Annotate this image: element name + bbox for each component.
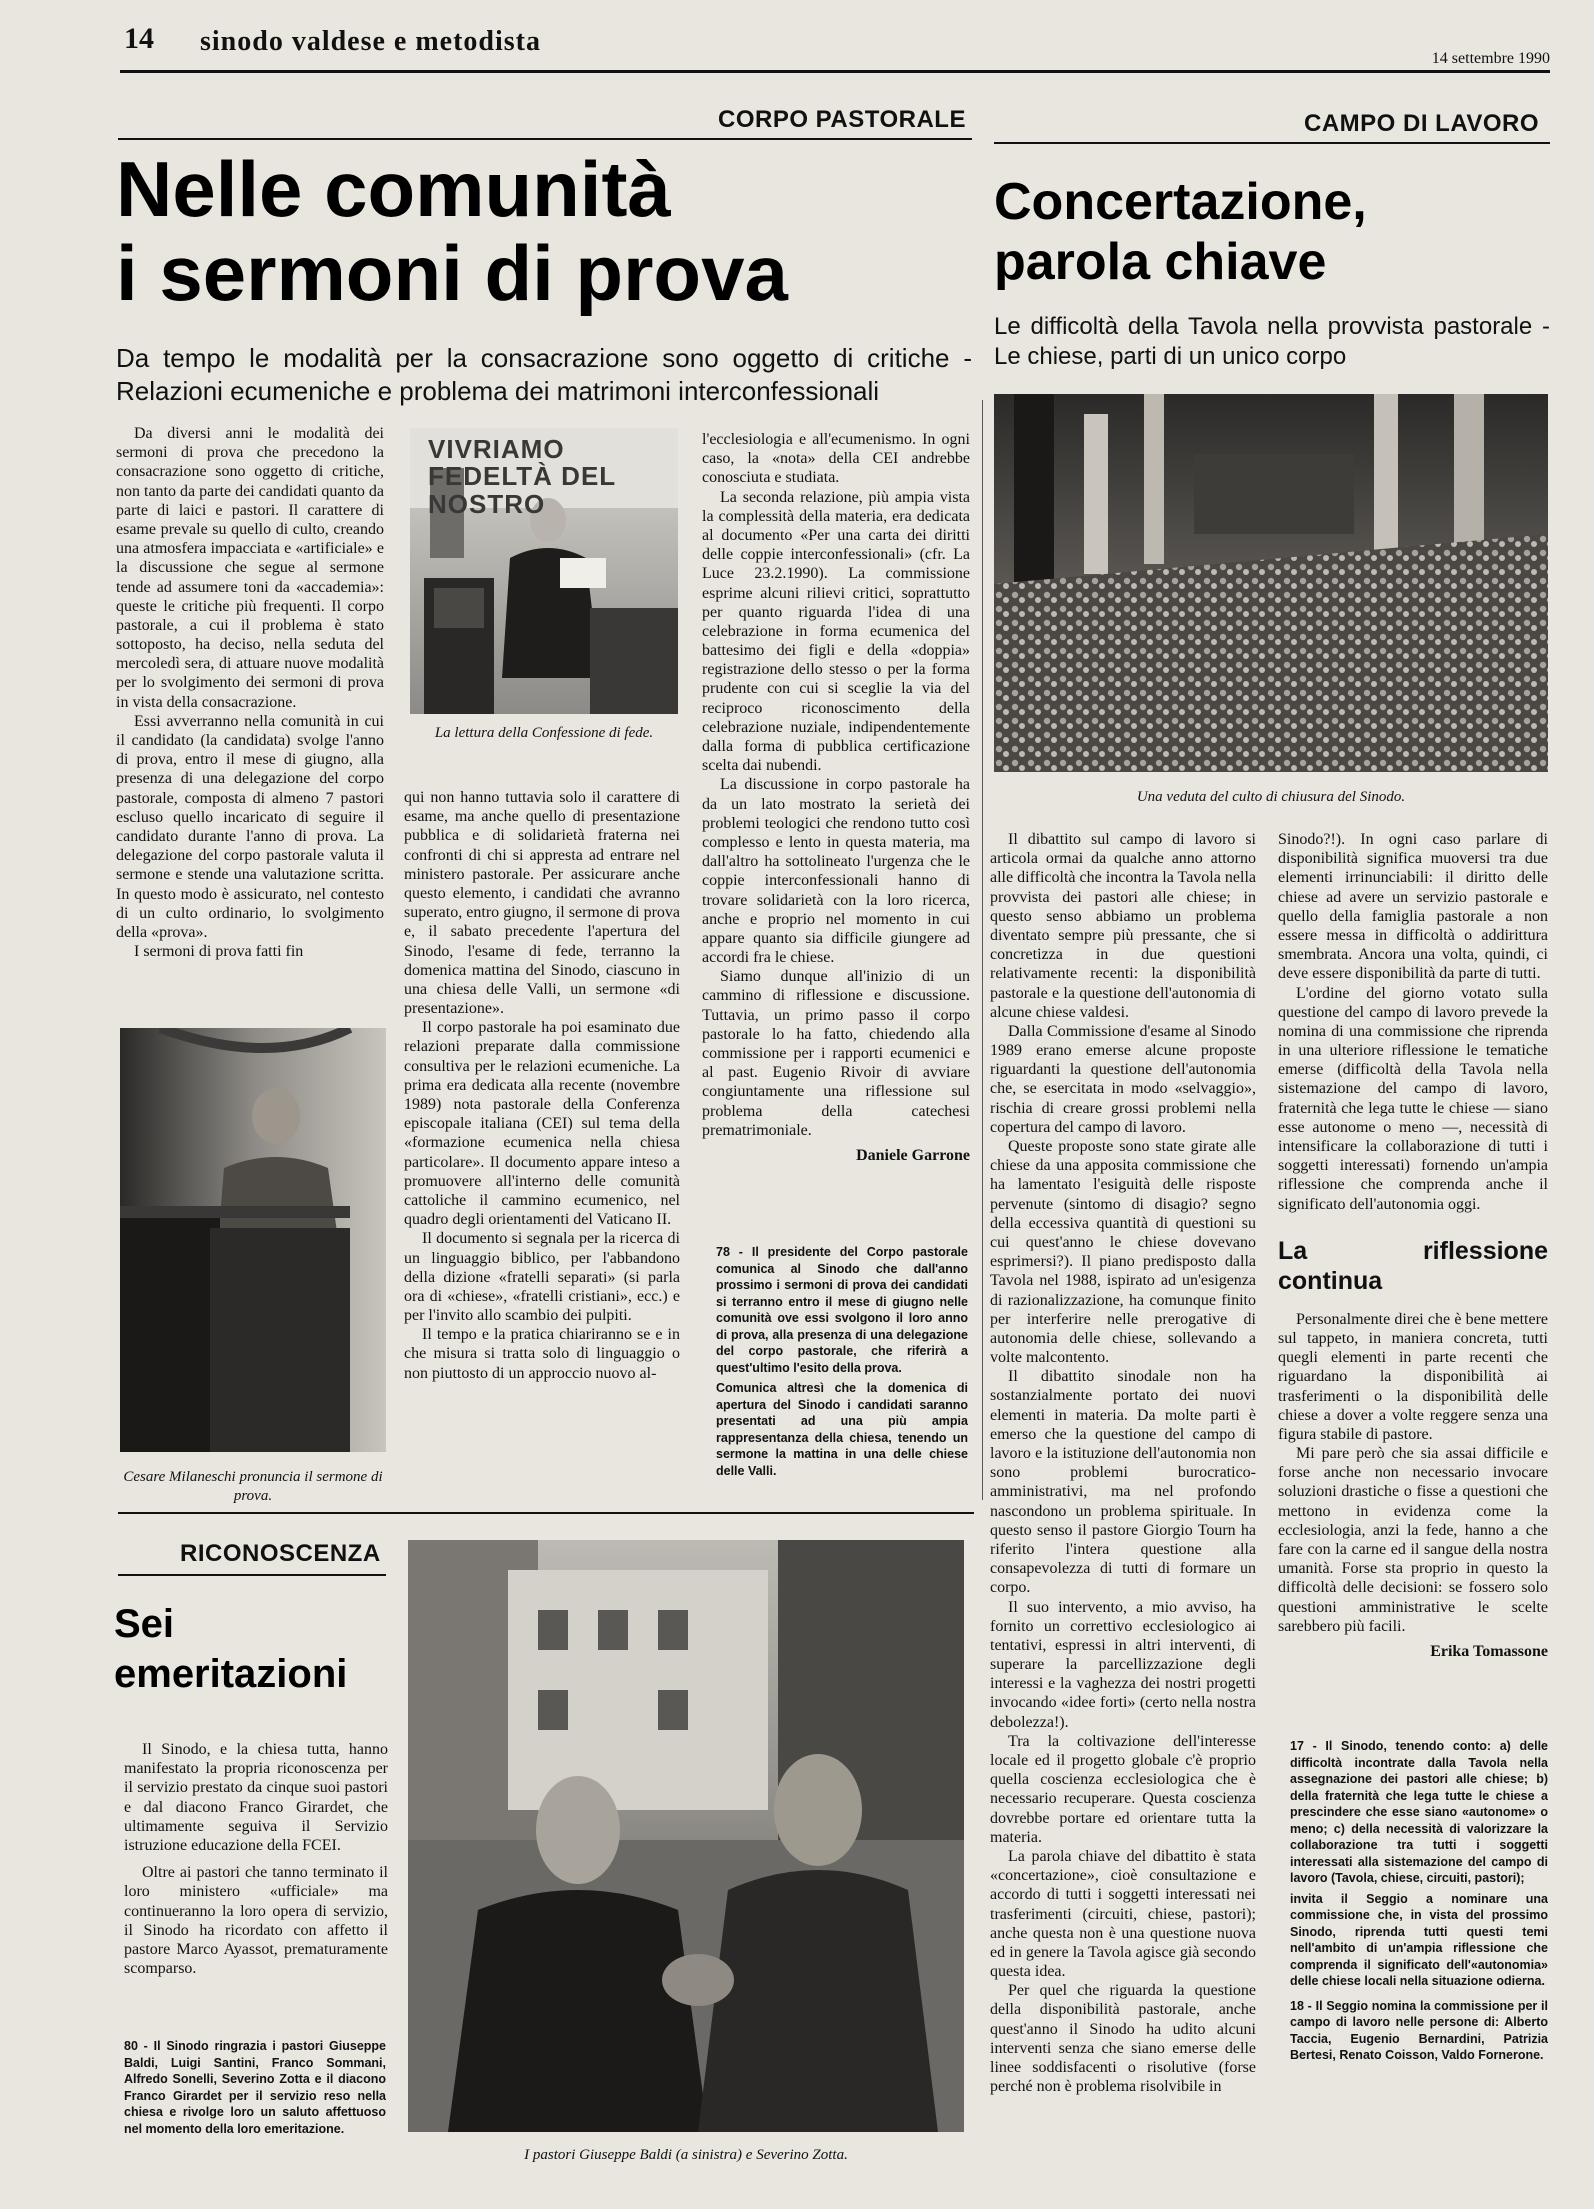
note-80 (124, 2038, 386, 2158)
article2-col1-p6: Tra la coltivazione dell'interesse locale ed il progetto globale c'è proprio quella coscienza ecclesiologica che è necessario recuperare. Questa coscienza dovrebbe portare ed orientare tutta la materia. (990, 1732, 1256, 1846)
article2-col1-p7: La parola chiave del dibattito è stata «concertazione», cioè consultazione e accordo di tutti i soggetti interessati nei trasferimenti (circuiti, chiese, pastori); anche questa non è una questione nuova ed in genere la Tavola agisce già secondo questa idea. (990, 1847, 1256, 1981)
issue-date: 14 settembre 1990 (1431, 50, 1550, 67)
article2-deck: Le difficoltà della Tavola nella provvista pastorale - Le chiese, parti di un unico corpo (994, 313, 1550, 370)
photo-confession-reading (410, 428, 678, 714)
article1-col1-p3: I sermoni di prova fatti fin (134, 943, 304, 961)
riconoscenza-rule-top (118, 1512, 974, 1514)
section-rule-left (118, 138, 972, 140)
note-80-p1: 80 - Il Sinodo ringrazia i pastori Giuseppe Baldi, Luigi Santini, Franco Sommani, Alfredo Sonelli, Severino Zotta e il diacono Franco Girardet per il servizio reso nella chiesa e rivolge loro un saluto affettuoso nel momento della loro emeritazione. (124, 2039, 386, 2136)
photo-baldi-zotta (408, 1540, 964, 2132)
article1-col2-p4: Il tempo e la pratica chiariranno se e in che misura si tratta solo di linguaggio o non piuttosto di un approccio nuovo al- (404, 1326, 680, 1382)
article3-body (124, 1740, 388, 2032)
photo3-caption: I pastori Giuseppe Baldi (a sinistra) e Severino Zotta. (524, 2147, 848, 2163)
article1-col2 (404, 788, 680, 1500)
article2-title-line2: parola chiave (994, 233, 1327, 291)
photo4-caption: Una veduta del culto di chiusura del Sinodo. (1136, 789, 1406, 805)
article2-col1-p4: Il dibattito sinodale non ha sostanzialmente portato dei nuovi elementi in materia. Da molte parti è emerso che la questione del campo di lavoro e la istituzione dell'autonomia non sono problemi burocratico-amministrativi, ma nel profondo nascondono un problema spirituale. In questo senso il pastore Giorgio Tourn ha riferito l'intera questione alla consapevolezza di tutti di formare un corpo. (990, 1368, 1256, 1597)
column-divider (982, 400, 983, 1500)
article1-deck: Da tempo le modalità per la consacrazione sono oggetto di critiche - Relazioni ecumeniche e problema dei matrimoni interconfessionali (116, 343, 972, 406)
article2-col1-p3: Queste proposte sono state girate alle chiese da una apposita commissione che ha lamentato l'esiguità delle risposte pervenute (sintomo di disagio? segno della eccessiva quantità di questioni su cui quest'anno le chiese dovevano esprimersi?). Il piano predisposto dalla Tavola nel 1988, ispirato ad un'esigenza di razionalizzazione, ha comunque finito per interferire nelle prerogative di autonomia delle chiese, sollevando a volte malcontento. (990, 1138, 1256, 1367)
article3-p1: Il Sinodo, e la chiesa tutta, hanno manifestato la propria riconoscenza per il servizio prestato da cinque suoi pastori e dal diacono Franco Girardet, che ultimamente seguiva il Servizio istruzione educazione della FCEI. (124, 1741, 388, 1854)
article1-col3-p2: La seconda relazione, più ampia vista la complessità della materia, era dedicata al documento «Per una carta dei diritti delle coppie interconfessionali» (cfr. La Luce 23.2.1990). La commissione esprime alcuni rilievi critici, soprattutto per quanto riguarda l'idea di una celebrazione in forma ecumenica del battesimo dei figli e della «doppia» registrazione dello stesso o per la forma prudente con cui si sceglie la via del reciproco riconoscimento della celebrazione nuziale, indipendentemente dalla forma di pubblica certificazione scelta dai nubendi. (702, 488, 970, 775)
masthead-rule (120, 70, 1550, 73)
article2-col1 (990, 830, 1256, 2198)
article1-headline (116, 145, 976, 317)
photo1-banner-text: VIVRIAMO FEDELTÀ DEL NOSTRO (428, 434, 616, 519)
article1-col2-p3: Il documento si segnala per la ricerca di un linguaggio biblico, per l'abbandono della dizione «fratelli separati» (si parla ora di «chiese», «fratelli cristiani», ecc.) e per l'invito allo scambio dei pulpiti. (404, 1230, 680, 1325)
note-17-p2: invita il Seggio a nominare una commissione che, in vista del prossimo Sinodo, riprenda tutti questi temi nell'ambito di un'ampia riflessione che comprenda il significato dell'«autonomia» delle chiese locali nella situazione odierna. (1290, 1891, 1548, 1988)
article3-headline (114, 1604, 394, 1694)
article2-col2-p2: L'ordine del giorno votato sulla questione del campo di lavoro prevede la nomina di una commissione che riprenda in una ulteriore riflessione le tematiche emerse (difficoltà della Tavola nella sistemazione del campo di lavoro, fraternità che lega tutte le chiese — siano esse autonome o meno —, necessità di intensificare la collaborazione di tutti i soggetti interessati) fornendo un'ampia riflessione che comprenda anche il significato dell'autonomia oggi. (1278, 984, 1548, 1213)
section-riconoscenza: RICONOSCENZA (180, 1540, 381, 1567)
article2-author: Erika Tomassone (1430, 1642, 1548, 1660)
article3-title-line1: Sei (114, 1602, 175, 1646)
article1-col1-p2: Essi avverranno nella comunità in cui il candidato (la candidata) svolge l'anno di prova, entro il mese di giugno, alla presenza di una delegazione del corpo pastorale, composta di almeno 7 pastori escluso quello incaricato di seguire il candidato durante l'anno di prova. La delegazione del corpo pastorale valuta il sermone e stende una valutazione scritta. In questo modo è assicurato, nel contesto di un culto ordinario, lo svolgimento della «prova». (116, 712, 384, 941)
riconoscenza-rule (118, 1574, 386, 1576)
article2-col1-p5: Il suo intervento, a mio avviso, ha fornito un correttivo ecclesiologico ai tentativi, espressi in altri interventi, di superare la parcellizzazione degli interessi e la vaghezza dei nostri progetti invocando «idee forti» (certo nella nostra debolezza!). (990, 1598, 1256, 1731)
note-78-p1: 78 - Il presidente del Corpo pastorale comunica al Sinodo che dall'anno prossimo i sermoni di prova dei candidati si terranno entro il mese di giugno nelle comunità ove essi svolgono il loro anno di prova, alla presenza di una delegazione del corpo pastorale, che riferirà a quest'ultimo l'esito della prova. (716, 1245, 968, 1375)
section-campo-di-lavoro: CAMPO DI LAVORO (1304, 110, 1540, 137)
masthead-title: sinodo valdese e metodista (200, 26, 541, 57)
note-17-18 (1290, 1738, 1548, 2178)
article2-col2-p1: Sinodo?!). In ogni caso parlare di disponibilità significa muoversi tra due elementi irrinunciabili: il diritto delle chiese ad avere un servizio pastorale e quello della famiglia pastorale a non essere messa in difficoltà o addirittura smembrata. Ancora una volta, quindi, ci deve essere disponibilità da parte di tutti. (1278, 831, 1548, 983)
article1-title-line1: Nelle comunità (116, 145, 671, 233)
photo1-caption: La lettura della Confessione di fede. (434, 725, 654, 741)
article2-col2 (1278, 830, 1548, 1710)
section-corpo-pastorale: CORPO PASTORALE (718, 106, 966, 133)
page-number: 14 (124, 22, 154, 55)
article1-col3-p3: La discussione in corpo pastorale ha da un lato mostrato la serietà dei problemi teologici che rendono tutto così complesso e lento in questa materia, ma dall'altro ha sottolineato l'urgenza che le coppie interconfessionali hanno di trovare solidarietà con la loro ricerca, anche e proprio nel momento in cui appare quanto sia difficile giungere ad accordi fra le chiese. (702, 776, 970, 967)
article1-title-line2: i sermoni di prova (116, 229, 788, 317)
note-18: 18 - Il Seggio nomina la commissione per il campo di lavoro nelle persone di: Alberto Taccia, Eugenio Bernardini, Patrizia Bertesi, Renato Coisson, Valdo Fornerone. (1290, 1998, 1548, 2062)
article2-col2-p3: Personalmente direi che è bene mettere sul tappeto, in maniera concreta, tutti quegli elementi in parte recenti che riguardano la disponibilità ai trasferimenti o la disponibilità delle chiese a dover a volte reggere senza una figura stabile di pastore. (1278, 1310, 1548, 1443)
article1-col1-p1: Da diversi anni le modalità dei sermoni di prova che precedono la consacrazione sono oggetto di critiche, non tanto da parte dei candidati quanto da parte di laici e pastori. Il carattere di esame prevale su quello di culto, creando una atmosfera impacciata e «artificiale» e la discussione che segue al sermone tende ad assumere toni da «accademia»: queste le critiche più frequenti. Il corpo pastorale, a cui il problema è stato sottoposto, ha deciso, nella seduta del mercoledì sera, di attuare nuove modalità per lo svolgimento dei sermoni di prova in vista della consacrazione. (116, 425, 384, 711)
article2-col2-p4: Mi pare però che sia assai difficile e forse anche non necessario invocare soluzioni drastiche o fisse a questioni che mettono in evidenza come la ecclesiologia, anzi la fede, hanno a che fare con la carne ed il sangue della nostra umanità. Forse sta proprio in questo la difficoltà delle decisioni: se fossero solo questioni amministrative le scelte sarebbero più facili. (1278, 1445, 1548, 1635)
note-78-p2: Comunica altresì che la domenica di apertura del Sinodo i candidati saranno presentati ad una più ampia rappresentanza della chiesa, tenendo un sermone la mattina in una delle chiese delle Valli. (716, 1381, 968, 1478)
article1-col2-p1: qui non hanno tuttavia solo il carattere di esame, ma anche quello di presentazione pubblica e di solidarietà fraterna nei confronti di chi si appresta ad entrare nel ministero pastorale. Per assicurare anche questo elemento, i candidati che avranno superato, entro giugno, il sermone di prova e, il sabato precedente l'apertura del Sinodo, l'esame di fede, terranno la domenica mattina del Sinodo, ciascuno in una chiesa delle Valli, un sermone «di presentazione». (404, 789, 680, 1018)
article2-headline (994, 173, 1554, 291)
note-17-p1: 17 - Il Sinodo, tenendo conto: a) delle difficoltà incontrate dalla Tavola nella assegnazione dei pastori alle chiese; b) della fraternità che lega tutte le chiese a prescindere che esse siano «autonome» o meno; c) della necessità di valorizzare la collaborazione tra tutti i soggetti interessati alla sistemazione del campo di lavoro (Tavola, chiese, circuiti, pastori); (1290, 1739, 1548, 1885)
article2-subhead: La riflessione continua (1278, 1236, 1548, 1295)
article2-col1-p1: Il dibattito sul campo di lavoro si articola ormai da qualche anno attorno alle difficoltà che incontra la Tavola nella provvista dei pastori alle chiese; in questo senso abbiamo un problema diventato sempre più pressante, che si concretizza in due questioni relativamente recenti: la disponibilità pastorale e la questione dell'autonomia di alcune chiese valdesi. (990, 831, 1256, 1021)
photo2-caption: Cesare Milaneschi pronuncia il sermone di prova. (123, 1469, 383, 1504)
article3-p2: Oltre ai pastori che tanno terminato il loro ministero «ufficiale» ma continueranno la loro opera di servizio, il Sinodo ha ricordato con affetto il pastore Marco Ayassot, prematuramente scomparso. (124, 1864, 388, 1978)
photo-milaneschi-sermon (120, 1028, 386, 1452)
article3-title-line2: emeritazioni (114, 1652, 348, 1696)
article1-col2-p2: Il corpo pastorale ha poi esaminato due relazioni preparate dalla commissione consultiva per le relazioni ecumeniche. La prima era dedicata alla recente (novembre 1989) nota pastorale della Conferenza episcopale italiana (CEI) sul tema della «formazione ecumenica nella chiesa particolare». Il documento appare inteso a promuovere all'interno delle comunità cattoliche il cammino ecumenico, nel quadro degli orientamenti del Vaticano II. (404, 1019, 680, 1229)
section-rule-right (994, 142, 1550, 144)
article1-col3-p4: Siamo dunque all'inizio di un cammino di riflessione e discussione. Tuttavia, un primo passo il corpo pastorale lo ha fatto, chiedendo alla commissione per i rapporti ecumenici e al past. Eugenio Rivoir di avviare congiuntamente una riflessione sul problema della catechesi prematrimoniale. (702, 968, 970, 1139)
article1-author: Daniele Garrone (856, 1146, 970, 1164)
article1-col3 (702, 430, 970, 1198)
article1-col1 (116, 424, 384, 1020)
article2-title-line1: Concertazione, (994, 173, 1367, 231)
photo-closing-service (994, 394, 1548, 772)
article2-col1-p2: Dalla Commissione d'esame al Sinodo 1989 erano emerse alcune proposte riguardanti la questione dell'autonomia che, se esercitata in modo «selvaggio», rischia di creare grossi problemi nella copertura del campo di lavoro. (990, 1022, 1256, 1136)
article1-col3-p1: l'ecclesiologia e all'ecumenismo. In ogni caso, la «nota» della CEI andrebbe conosciuta e studiata. (702, 431, 970, 487)
note-78 (716, 1244, 968, 1506)
article2-col1-p8: Per quel che riguarda la questione della disponibilità pastorale, anche quest'anno il Sinodo ha udito alcuni interventi senza che siano emerse delle linee soddisfacenti o risolutive (forse perché non è problema risolvibile in (990, 1982, 1256, 2096)
